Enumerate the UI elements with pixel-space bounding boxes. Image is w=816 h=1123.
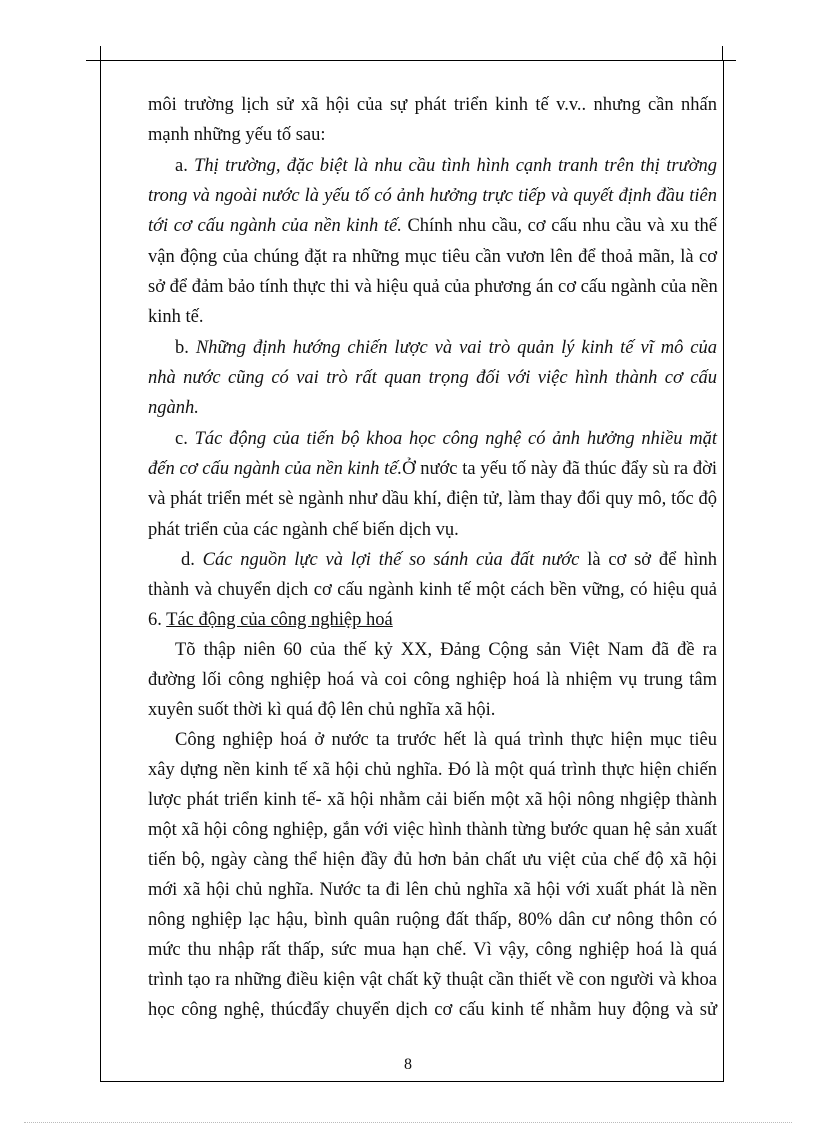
- body-line: đến cơ cấu ngành của nền kinh tế.Ở nước ta yếu tố này đã thúc đẩy sù ra đời: [148, 459, 718, 479]
- body-line: lược phát triển kinh tế- xã hội nhằm cải biến một xã hội nông nhgiệp thành: [148, 790, 717, 810]
- crop-mark-top-right: [722, 46, 723, 60]
- list-item-c: c. Tác động của tiến bộ khoa học công nghệ có ảnh hưởng nhiều mặt: [175, 429, 717, 449]
- body-line: môi trường lịch sử xã hội của sự phát triển kinh tế v.v.. nhưng cần nhấn: [148, 95, 717, 115]
- body-line: trong và ngoài nước là yếu tố có ảnh hưởng trực tiếp và quyết định đầu tiên: [148, 186, 717, 206]
- body-line: Tõ thập niên 60 của thế kỷ XX, Đảng Cộng sản Việt Nam đã đề ra: [175, 640, 717, 660]
- body-line: thành và chuyển dịch cơ cấu ngành kinh tế một cách bền vững, có hiệu quả: [148, 580, 717, 600]
- body-line: nhà nước cũng có vai trò rất quan trọng đối với việc hình thành cơ cấu: [148, 368, 717, 388]
- crop-mark-top-left: [100, 46, 101, 60]
- body-line: phát triển của các ngành chế biến dịch vụ.: [148, 520, 459, 540]
- section-heading: 6. Tác động của công nghiệp hoá: [148, 610, 393, 630]
- page-number: 8: [404, 1056, 412, 1073]
- body-line: đường lối công nghiệp hoá và coi công nghiệp hoá là nhiệm vụ trung tâm: [148, 670, 717, 690]
- body-line: xuyên suốt thời kì quá độ lên chủ nghĩa xã hội.: [148, 700, 496, 720]
- body-line: xây dựng nền kinh tế xã hội chủ nghĩa. Đó là một quá trình thực hiện chiến: [148, 760, 717, 780]
- list-item-b: b. Những định hướng chiến lược và vai trò quản lý kinh tế vĩ mô của: [175, 338, 718, 358]
- body-line: mới xã hội chủ nghĩa. Nước ta đi lên chủ nghĩa xã hội với xuất phát là nền: [148, 880, 717, 900]
- body-line: học công nghệ, thúcđẩy chuyển dịch cơ cấu kinh tế nhằm huy động và sử: [148, 1000, 717, 1020]
- body-line: một xã hội công nghiệp, gắn với việc hình thành từng bước quan hệ sản xuất: [148, 820, 717, 840]
- body-line: vận động của chúng đặt ra những mục tiêu cần vươn lên để thoả mãn, là cơ: [148, 247, 717, 267]
- body-line: tiến bộ, ngày càng thể hiện đầy đủ hơn bản chất ưu việt của chế độ xã hội: [148, 850, 717, 870]
- body-line: trình tạo ra những điều kiện vật chất kỹ thuật cần thiết về con người và khoa: [148, 970, 717, 990]
- list-item-a: a. Thị trường, đặc biệt là nhu cầu tình hình cạnh tranh trên thị trường: [175, 156, 718, 176]
- list-item-d: d. Các nguồn lực và lợi thế so sánh của đất nước là cơ sở để hình: [181, 550, 718, 570]
- body-line: Công nghiệp hoá ở nước ta trước hết là quá trình thực hiện mục tiêu: [175, 730, 717, 750]
- body-line: mạnh những yếu tố sau:: [148, 125, 326, 145]
- body-line: và phát triển mét sè ngành như dầu khí, điện tử, làm thay đổi quy mô, tốc độ: [148, 489, 717, 509]
- body-line: sở để đảm bảo tính thực thi và hiệu quả của phương án cơ cấu ngành của nền: [148, 277, 718, 297]
- crop-mark-top-right: [722, 60, 736, 61]
- body-line: tới cơ cấu ngành của nền kinh tế. Chính nhu cầu, cơ cấu nhu cầu và xu thế: [148, 216, 717, 236]
- body-line: mức thu nhập rất thấp, sức mua hạn chế. Vì vậy, công nghiệp hoá là quá: [148, 940, 717, 960]
- body-line: ngành.: [148, 398, 199, 418]
- crop-mark-top-left: [86, 60, 100, 61]
- body-line: kinh tế.: [148, 307, 204, 327]
- body-line: nông nghiệp lạc hậu, bình quân ruộng đất thấp, 80% dân cư nông thôn có: [148, 910, 717, 930]
